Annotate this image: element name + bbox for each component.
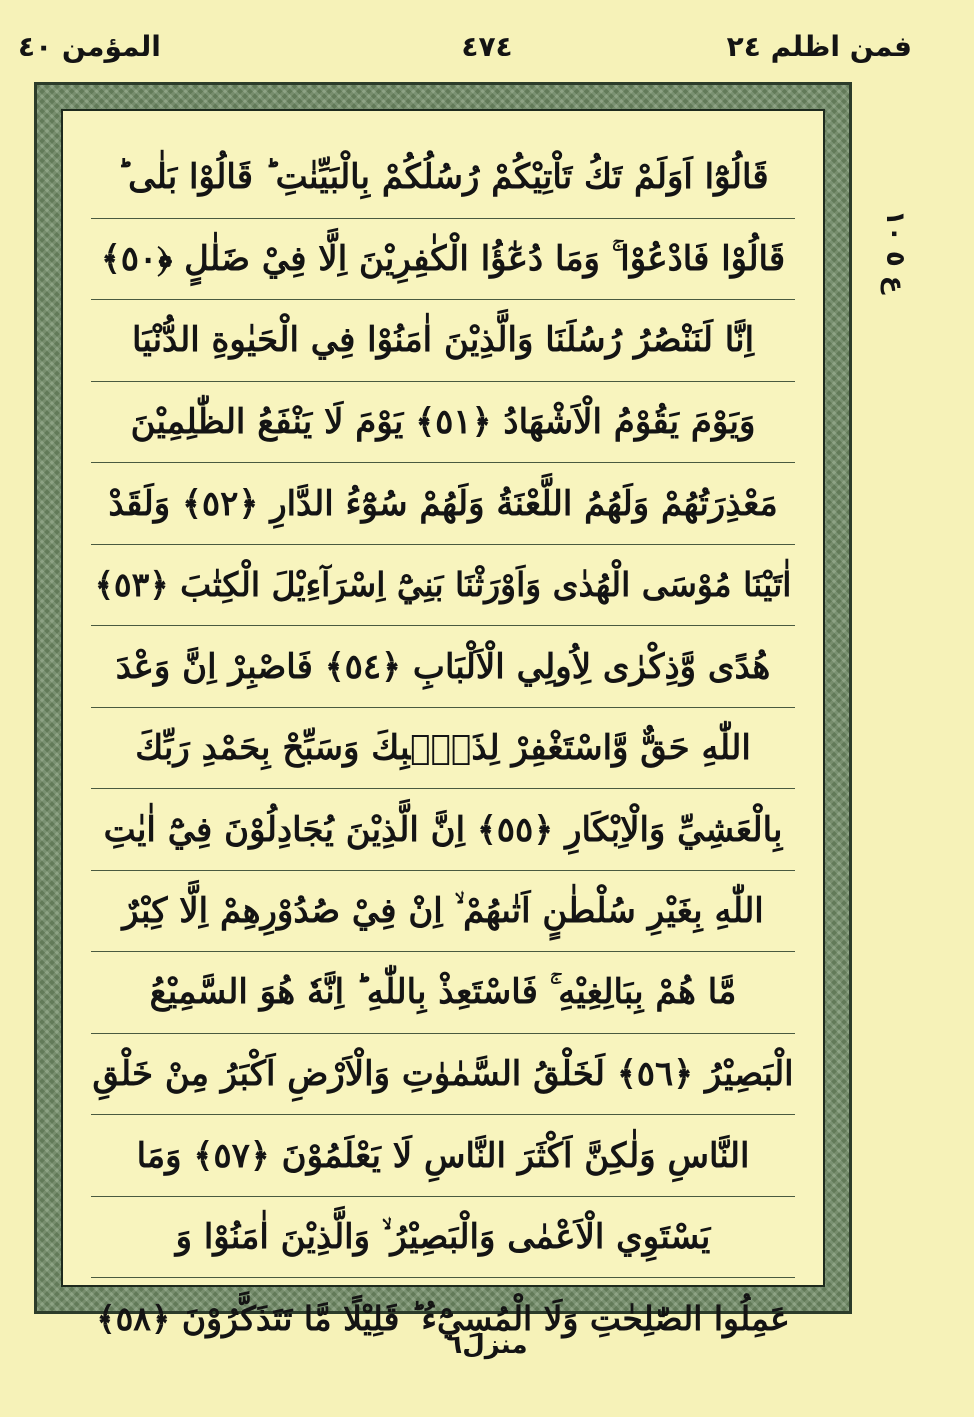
verse-line-12: الْبَصِيْرُ ﴿٥٦﴾ لَخَلْقُ السَّمٰوٰتِ وَالْاَرْضِ اَكْبَرُ مِنْ خَلْقِ [91, 1034, 795, 1116]
para-title: فمن اظلم ٢٤ [726, 30, 912, 63]
verse-line-13: النَّاسِ وَلٰكِنَّ اَكْثَرَ النَّاسِ لَا يَعْلَمُوْنَ ﴿٥٧﴾ وَمَا [91, 1115, 795, 1197]
surah-title: المؤمن ٤٠ [18, 30, 161, 63]
verse-line-14: يَسْتَوِي الْاَعْمٰى وَالْبَصِيْرُ ۙ وَالَّذِيْنَ اٰمَنُوْا وَ [91, 1197, 795, 1279]
verse-line-7: هُدًى وَّذِكْرٰى لِاُولِي الْاَلْبَابِ ﴿٥٤﴾ فَاصْبِرْ اِنَّ وَعْدَ [91, 626, 795, 708]
verse-line-4: وَيَوْمَ يَقُوْمُ الْاَشْهَادُ ﴿٥١﴾ يَوْمَ لَا يَنْفَعُ الظّٰلِمِيْنَ [91, 382, 795, 464]
verse-line-9: بِالْعَشِيِّ وَالْاِبْكَارِ ﴿٥٥﴾ اِنَّ الَّذِيْنَ يُجَادِلُوْنَ فِيْٓ اٰيٰتِ [91, 789, 795, 871]
text-panel [61, 109, 825, 1339]
verse-line-6: اٰتَيْنَا مُوْسَى الْهُدٰى وَاَوْرَثْنَا بَنِيْٓ اِسْرَآءِيْلَ الْكِتٰبَ ﴿٥٣﴾ [91, 545, 795, 627]
verse-line-8: اللّٰهِ حَقٌّ وَّاسْتَغْفِرْ لِذَنْۢبِكَ وَسَبِّحْ بِحَمْدِ رَبِّكَ [91, 708, 795, 790]
verse-lines [91, 137, 795, 1360]
verse-line-2: قَالُوْا فَادْعُوْا ۚ وَمَا دُعٰٓؤُا الْكٰفِرِيْنَ اِلَّا فِيْ ضَلٰلٍ ﴿٥٠﴾ [91, 219, 795, 301]
verse-line-15: عَمِلُوا الصّٰلِحٰتِ وَلَا الْمُسِيْٓءُ ؕ قَلِيْلًا مَّا تَتَذَكَّرُوْنَ ﴿٥٨﴾ [96, 1299, 790, 1339]
verse-line-1: قَالُوْٓا اَوَلَمْ تَكُ تَاْتِيْكُمْ رُسُلُكُمْ بِالْبَيِّنٰتِ ؕ قَالُوْا بَلٰى ؕ [91, 137, 795, 219]
verse-line-10: اللّٰهِ بِغَيْرِ سُلْطٰنٍ اَتٰىهُمْ ۙ اِنْ فِيْ صُدُوْرِهِمْ اِلَّا كِبْرٌ [91, 871, 795, 953]
ruku-marker: ع ٥ ١٠ [880, 210, 910, 294]
verse-line-5: مَعْذِرَتُهُمْ وَلَهُمُ اللَّعْنَةُ وَلَهُمْ سُوْٓءُ الدَّارِ ﴿٥٢﴾ وَلَقَدْ [91, 463, 795, 545]
verse-line-3: اِنَّا لَنَنْصُرُ رُسُلَنَا وَالَّذِيْنَ اٰمَنُوْا فِي الْحَيٰوةِ الدُّنْيَا [91, 300, 795, 382]
manzil-label: منزل٦ [446, 1330, 528, 1360]
page-header [0, 22, 974, 72]
ornamental-border [34, 82, 852, 1339]
verse-line-11: مَّا هُمْ بِبَالِغِيْهِ ۚ فَاسْتَعِذْ بِاللّٰهِ ؕ اِنَّهٗ هُوَ السَّمِيْعُ [91, 952, 795, 1034]
page-number: ٤٧٤ [461, 30, 513, 63]
